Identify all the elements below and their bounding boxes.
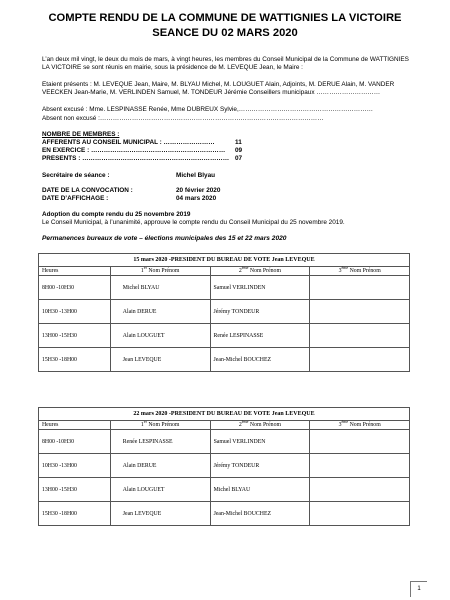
members-exercice-label: EN EXERCICE : ………………………………………………………	[42, 147, 226, 154]
column-header-2eme: 2ème Nom Prénom	[210, 421, 310, 430]
table-row	[39, 478, 410, 502]
person-cell	[310, 454, 410, 478]
column-header-2eme: 2ème Nom Prénom	[210, 267, 310, 276]
adoption-heading: Adoption du compte rendu du 25 novembre 2019	[42, 211, 191, 218]
secretary-value: Michel Blyau	[176, 172, 216, 179]
person-cell: Renée LESPINASSE	[210, 324, 310, 348]
members-afferents-value: 11	[235, 139, 242, 146]
person-cell: Alain DERUE	[110, 300, 210, 324]
document-subtitle: SEANCE DU 02 MARS 2020	[152, 27, 298, 39]
hours-cell: 8H00 -10H30	[39, 276, 111, 300]
person-cell: Samuel VERLINDEN	[210, 276, 310, 300]
person-cell	[310, 276, 410, 300]
table-caption: 22 mars 2020 -PRESIDENT DU BUREAU DE VOTE Jean LEVEQUE	[39, 408, 410, 421]
hours-cell: 13H00 -15H30	[39, 324, 111, 348]
person-cell	[310, 300, 410, 324]
permanences-heading: Permanences bureaux de vote – élections municipales des 15 et 22 mars 2020	[42, 235, 287, 242]
person-cell: Renée LESPINASSE	[110, 430, 210, 454]
table-caption: 15 mars 2020 -PRESIDENT DU BUREAU DE VOTE Jean LEVEQUE	[39, 254, 410, 267]
person-cell: Jean LEVEQUE	[110, 348, 210, 372]
table-row	[39, 276, 410, 300]
hours-cell: 15H30 -18H00	[39, 502, 111, 526]
person-cell: Jérémy TONDEUR	[210, 454, 310, 478]
schedule-table-22-mars	[38, 407, 410, 526]
person-cell: Michel BLYAU	[210, 478, 310, 502]
person-cell: Jean LEVEQUE	[110, 502, 210, 526]
column-header-heures: Heures	[39, 267, 111, 276]
members-presents-value: 07	[235, 155, 243, 162]
person-cell: Alain LOUGUET	[110, 478, 210, 502]
schedule-table-15-mars	[38, 253, 410, 372]
person-cell	[310, 348, 410, 372]
table-row	[39, 348, 410, 372]
person-cell	[310, 324, 410, 348]
hours-cell: 10H30 -13H00	[39, 454, 111, 478]
column-header-heures: Heures	[39, 421, 111, 430]
present-members: Etaient présents : M. LEVEQUE Jean, Maire, M. BLYAU Michel, M. LOUGUET Alain, Adjoints, M. DERUE Alain, M. VANDER VEECKEN Jean-Marie, M. VERLINDEN Samuel, M. TONDEUR Jérémie Conseillers municipaux …………………………	[42, 81, 395, 97]
column-header-3eme: 3ème Nom Prénom	[310, 421, 410, 430]
hours-cell: 15H30 -18H00	[39, 348, 111, 372]
affichage-label: DATE D’AFFICHAGE :	[42, 195, 109, 202]
members-heading: NOMBRE DE MEMBRES :	[42, 131, 120, 138]
person-cell	[310, 430, 410, 454]
hours-cell: 10H30 -13H00	[39, 300, 111, 324]
table-row	[39, 324, 410, 348]
non-excused-members: Absent non excusé :……………………………………………………………………………………………	[42, 115, 324, 122]
excused-members: Absent excusé : Mme. LESPINASSE Renée, Mme DUBREUX Sylvie,………………………………………………………	[42, 106, 373, 113]
person-cell: Alain DERUE	[110, 454, 210, 478]
hours-cell: 8H00 -10H30	[39, 430, 111, 454]
table-row	[39, 300, 410, 324]
person-cell: Jean-Michel BOUCHEZ	[210, 502, 310, 526]
table-row	[39, 430, 410, 454]
document-title: COMPTE RENDU DE LA COMMUNE DE WATTIGNIES LA VICTOIRE	[48, 12, 402, 24]
members-exercice-value: 09	[235, 147, 243, 154]
column-header-3eme: 3ème Nom Prénom	[310, 267, 410, 276]
person-cell: Jérémy TONDEUR	[210, 300, 310, 324]
adoption-text: Le Conseil Municipal, à l’unanimité, approuve le compte rendu du Conseil Municipal du 25 novembre 2019.	[42, 219, 345, 226]
person-cell	[310, 502, 410, 526]
convocation-label: DATE DE LA CONVOCATION :	[42, 187, 133, 194]
person-cell: Samuel VERLINDEN	[210, 430, 310, 454]
members-presents-label: PRESENTS : ……………………………………………………………	[42, 155, 230, 162]
secretary-label: Secrétaire de séance :	[42, 172, 110, 179]
convocation-value: 20 février 2020	[176, 187, 221, 194]
hours-cell: 13H00 -15H30	[39, 478, 111, 502]
person-cell	[310, 478, 410, 502]
person-cell: Alain LOUGUET	[110, 324, 210, 348]
column-header-1er: 1er Nom Prénom	[110, 421, 210, 430]
person-cell: Jean-Michel BOUCHEZ	[210, 348, 310, 372]
affichage-value: 04 mars 2020	[176, 195, 217, 202]
table-row	[39, 502, 410, 526]
table-row	[39, 454, 410, 478]
person-cell: Michel BLYAU	[110, 276, 210, 300]
page-number: 1	[410, 581, 427, 597]
members-afferents-label: AFFERENTS AU CONSEIL MUNICIPAL : ……………………	[42, 139, 215, 146]
intro-paragraph: L’an deux mil vingt, le deux du mois de mars, à vingt heures, les membres du Conseil Municipal de la Commune de WATTIGNIES LA VICTOIRE se sont réunis en mairie, sous la présidence de M. LEVEQUE Jean, le Maire :	[42, 56, 409, 72]
column-header-1er: 1er Nom Prénom	[110, 267, 210, 276]
